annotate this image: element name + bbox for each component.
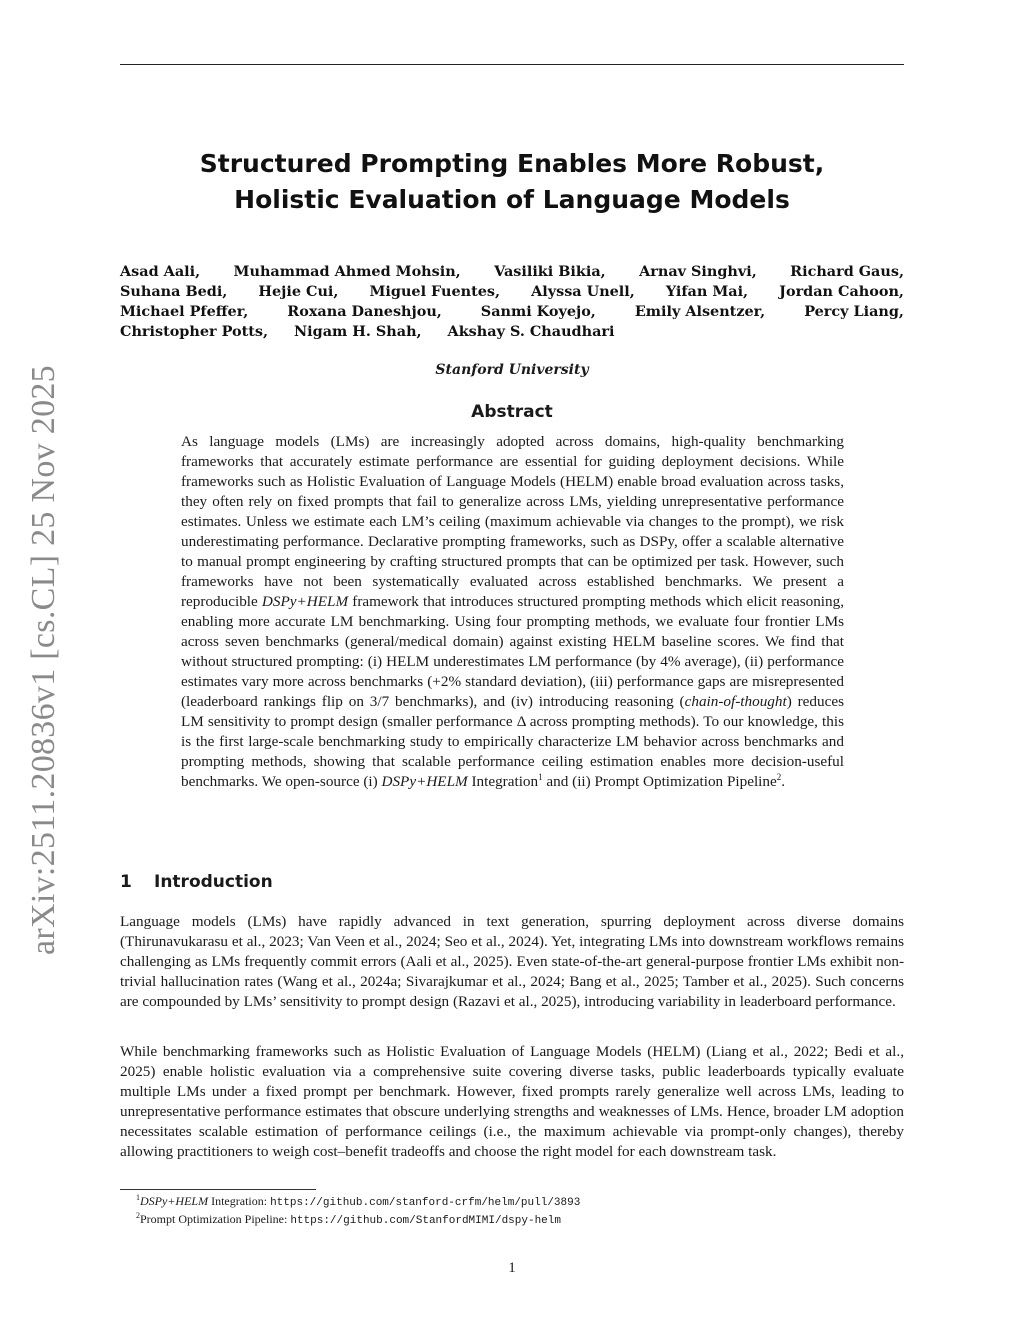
- author: Emily Alsentzer,: [634, 303, 766, 320]
- author: Hejie Cui,: [258, 283, 339, 300]
- footnote-1: [136, 1193, 906, 1211]
- author-list: [120, 262, 904, 342]
- footnotes: [136, 1193, 906, 1229]
- author: Alyssa Unell,: [531, 283, 635, 300]
- footnote-url-link[interactable]: https://github.com/StanfordMIMI/dspy-helm: [290, 1215, 561, 1227]
- author: Yifan Mai,: [665, 283, 749, 300]
- abstract-emphasis: chain-of-thought: [684, 693, 787, 710]
- abstract-text: As language models (LMs) are increasingly adopted across domains, high-quality benchmarking frameworks that accurately estimate performance are essential for guiding deployment decisions. While frameworks such as Holistic Evaluation of Language Models (HELM) enable broad evaluation across tasks, they often rely on fixed prompts that fail to generalize across LMs, yielding unrepresentative performance estimates. Unless we estimate each LM’s ceiling (maximum achievable via changes to the prompt), we risk underestimating performance. Declarative prompting frameworks, such as DSPy, offer a scalable alternative to manual prompt engineering by crafting structured prompts that can be optimized per task. However, such frameworks have not been systematically evaluated across established benchmarks. We present a reproducible: [181, 433, 844, 610]
- footnote-text: Integration:: [208, 1194, 271, 1208]
- abstract-text: and (ii) Prompt Optimization Pipeline: [542, 773, 777, 790]
- author: Akshay S. Chaudhari: [447, 323, 615, 340]
- header-rule: [120, 64, 904, 65]
- author-line-4: [120, 322, 904, 342]
- author: Miguel Fuentes,: [369, 283, 501, 300]
- paper-title: [120, 146, 904, 218]
- author: Roxana Daneshjou,: [287, 303, 442, 320]
- author: Arnav Singhvi,: [639, 263, 757, 280]
- title-line-2: Holistic Evaluation of Language Models: [234, 185, 790, 214]
- title-line-1: Structured Prompting Enables More Robust,: [199, 149, 825, 178]
- abstract-text: ) reduces LM sensitivity to prompt design (smaller performance Δ across prompting methods). To our knowledge, this is the first large-scale benchmarking study to empirically characterize LM behavior across benchmarks and prompting methods, showing that scalable performance ceiling estimation enables more decision-useful benchmarks. We open-source (i): [181, 693, 845, 790]
- abstract-heading: Abstract: [471, 402, 553, 422]
- author-line-3: [120, 302, 904, 322]
- section-title: Introduction: [154, 872, 273, 892]
- arxiv-identifier-stamp: arXiv:2511.20836v1 [cs.CL] 25 Nov 2025: [25, 365, 62, 955]
- abstract-emphasis: DSPy+HELM: [381, 773, 468, 790]
- abstract-emphasis: DSPy+HELM: [261, 593, 349, 610]
- abstract-text: .: [781, 773, 786, 790]
- abstract-text: framework that introduces structured prompting methods which elicit reasoning, enabling more accurate LM benchmarking. Using four prompting methods, we evaluate four frontier LMs across seven benchmarks (general/medical domain) against existing HELM baseline scores. We find that without structured prompting: (i) HELM underestimates LM performance (by 4% average), (ii) performance estimates vary more across benchmarks (+2% standard deviation), (iii) performance gaps are misrepresented (leaderboard rankings flip on 3/7 benchmarks), and (iv) introducing reasoning (: [181, 593, 845, 710]
- footnote-url-link[interactable]: https://github.com/stanford-crfm/helm/pull/3893: [270, 1197, 581, 1209]
- intro-paragraph-1: Language models (LMs) have rapidly advanced in text generation, spurring deployment across diverse domains (Thirunavukarasu et al., 2023; Van Veen et al., 2024; Seo et al., 2024). Yet, integrating LMs into downstream workflows remains challenging as LMs frequently commit errors (Aali et al., 2025). Even state-of-the-art general-purpose frontier LMs exhibit non-trivial hallucination rates (Wang et al., 2024a; Sivarajkumar et al., 2024; Bang et al., 2025; Tamber et al., 2025). Such concerns are compounded by LMs’ sensitivity to prompt design (Razavi et al., 2025), introducing variability in leaderboard performance.: [120, 913, 904, 1010]
- author-line-1: [120, 262, 904, 282]
- section-heading-introduction: [120, 870, 904, 894]
- author: Jordan Cahoon,: [779, 283, 904, 300]
- footnote-ref-2[interactable]: 2: [776, 771, 782, 782]
- author: Christopher Potts,: [120, 323, 269, 340]
- footnote-rule: [120, 1189, 316, 1190]
- footnote-2: [136, 1211, 906, 1229]
- section-number: 1: [120, 872, 132, 892]
- footnote-emphasis: DSPy+HELM: [140, 1194, 209, 1208]
- author: Nigam H. Shah,: [294, 323, 422, 340]
- affiliation: Stanford University: [435, 362, 589, 378]
- author: Richard Gaus,: [790, 263, 904, 280]
- author: Percy Liang,: [804, 303, 904, 320]
- footnote-mark: 2: [136, 1211, 140, 1220]
- author: Michael Pfeffer,: [120, 303, 249, 320]
- author: Vasiliki Bikia,: [494, 263, 606, 280]
- abstract-body: [181, 432, 844, 792]
- author: Suhana Bedi,: [120, 283, 228, 300]
- page-number: 1: [508, 1260, 516, 1276]
- footnote-text: Prompt Optimization Pipeline:: [140, 1212, 291, 1226]
- abstract-text: Integration: [467, 773, 539, 790]
- author: Sanmi Koyejo,: [480, 303, 596, 320]
- footnote-ref-1[interactable]: 1: [538, 771, 543, 782]
- author: Muhammad Ahmed Mohsin,: [233, 263, 461, 280]
- footnote-mark: 1: [136, 1193, 140, 1202]
- author: Asad Aali,: [120, 263, 201, 280]
- intro-paragraph-2: While benchmarking frameworks such as Holistic Evaluation of Language Models (HELM) (Liang et al., 2022; Bedi et al., 2025) enable holistic evaluation via a comprehensive suite covering diverse tasks, public leaderboards typically evaluate multiple LMs under a fixed prompt per benchmark. However, fixed prompts rarely generalize well across LMs, leading to unrepresentative performance estimates that obscure underlying strengths and weaknesses of LMs. Hence, broader LM adoption necessitates scalable estimation of performance ceilings (i.e., the maximum achievable via prompt-only changes), thereby allowing practitioners to weigh cost–benefit tradeoffs and choose the right model for each downstream task.: [120, 1043, 904, 1160]
- author-line-2: [120, 282, 904, 302]
